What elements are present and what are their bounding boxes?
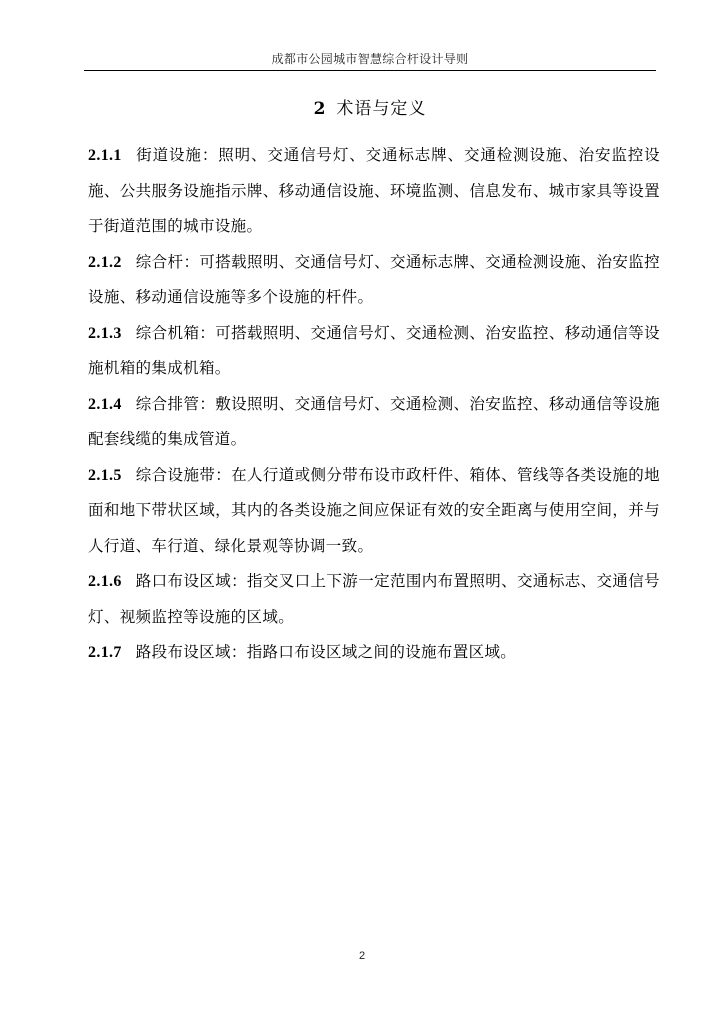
- clause-text: 综合排管：敷设照明、交通信号灯、交通检测、治安监控、移动通信等设施配套线缆的集成管道。: [88, 394, 660, 448]
- clause-text: 路口布设区域：指交叉口上下游一定范围内布置照明、交通标志、交通信号灯、视频监控等设施的区域。: [88, 572, 660, 626]
- clause-text: 综合机箱：可搭载照明、交通信号灯、交通检测、治安监控、移动通信等设施机箱的集成机箱。: [88, 323, 660, 377]
- section-heading: [84, 94, 656, 119]
- clause-number: 2.1.7: [88, 644, 122, 661]
- clause-text: 街道设施：照明、交通信号灯、交通标志牌、交通检测设施、治安监控设施、公共服务设施指示牌、移动通信设施、环境监测、信息发布、城市家具等设置于街道范围的城市设施。: [88, 146, 660, 235]
- clause-number: 2.1.1: [88, 147, 122, 164]
- clause-2-1-5: [88, 458, 660, 565]
- clause-number: 2.1.5: [88, 466, 122, 484]
- clause-text: 综合杆：可搭载照明、交通信号灯、交通标志牌、交通检测设施、治安监控设施、移动通信设施等多个设施的杆件。: [88, 252, 660, 306]
- page-number: 2: [358, 950, 366, 962]
- clause-2-1-3: [88, 316, 660, 387]
- clause-number: 2.1.3: [88, 324, 122, 342]
- clause-2-1-1: [88, 138, 660, 245]
- clause-2-1-4: [88, 387, 660, 458]
- header-rule: [84, 70, 656, 71]
- clause-2-1-7: [88, 635, 660, 671]
- running-header: 成都市公园城市智慧综合杆设计导则: [271, 52, 469, 66]
- clause-number: 2.1.6: [88, 573, 122, 590]
- clause-number: 2.1.4: [88, 395, 122, 413]
- clause-2-1-2: [88, 245, 660, 316]
- section-number: 2: [313, 99, 327, 119]
- clause-number: 2.1.2: [88, 253, 122, 271]
- definitions-body: [88, 138, 660, 671]
- section-title: 术语与定义: [336, 99, 427, 119]
- clause-text: 路段布设区域：指路口布设区域之间的设施布置区域。: [135, 643, 517, 661]
- clause-2-1-6: [88, 564, 660, 635]
- clause-text: 综合设施带：在人行道或侧分带布设市政杆件、箱体、管线等各类设施的地面和地下带状区域，其内的各类设施之间应保证有效的安全距离与使用空间，并与人行道、车行道、绿化景观等协调一致。: [88, 465, 660, 555]
